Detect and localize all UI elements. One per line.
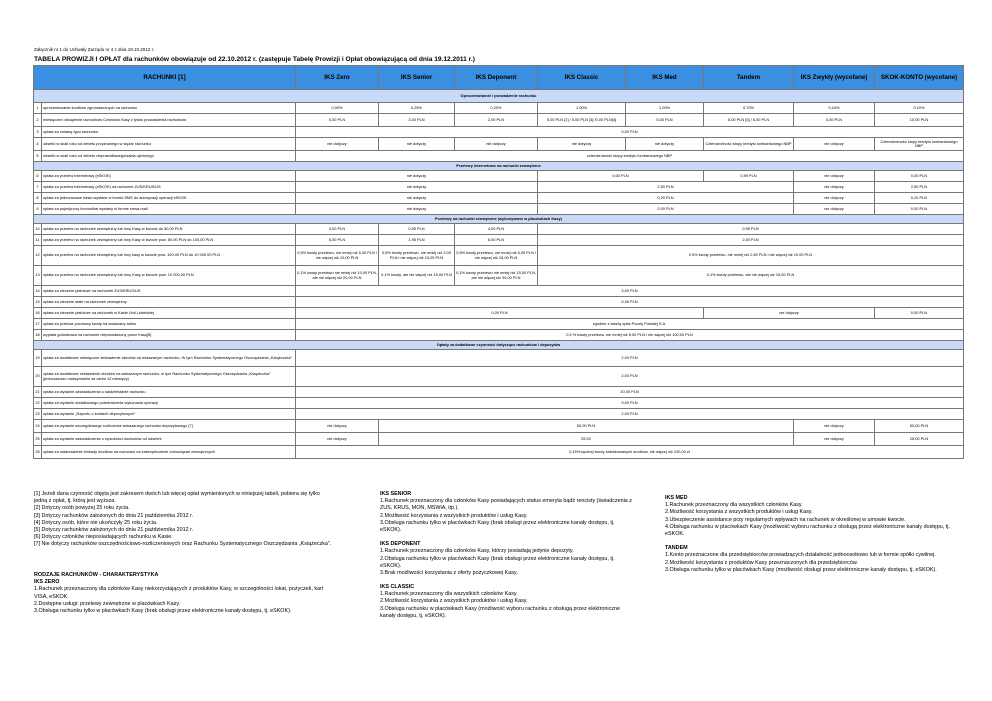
tandem-block (665, 545, 955, 574)
header-iks-deponent: IKS Deponent (455, 66, 538, 90)
row-number: 16 (34, 308, 42, 319)
cell: 0,1% kwoty przelewu nie mniej niż 10,00 PLN, ale nie więcej niż 20,00 PLN (296, 266, 379, 286)
cell: 5,00 PLN (296, 235, 379, 246)
description-line: 1.Rachunek przeznaczony dla członków Kasy posiadających status emeryta bądź rencisty (świadczenia z ZUS, KRUS, MON, MSWiA, itp.). (380, 498, 632, 512)
row-number: 4 (34, 138, 42, 151)
description-line: 2.Dostępne usługi: przelewy zewnętrzne w placówkach Kasy. (34, 600, 181, 607)
description-line: 2.Możliwość korzystania z produktów Kasy przeznaczonych dla przedsiębiorców. (665, 559, 858, 566)
table-row (34, 114, 964, 127)
description-line: 1.Rachunek przeznaczony dla wszystkich członków Kasy. (380, 591, 518, 598)
header-iks-zero: IKS Zero (296, 66, 379, 90)
description-line: 2.Obsługa rachunku tylko w placówkach Kasy (brak obsługi przez elektroniczne kanały dostępu, tj. eSKOK). (380, 555, 615, 569)
row-number: 5 (34, 151, 42, 162)
description-line: 3.Obsługa rachunku tylko w placówkach Kasy (możliwość obsługi przez elektroniczne kanały dostępu, tj. eSKOK). (665, 566, 937, 573)
cell: 0,95 PLN (296, 297, 964, 308)
cell: 0,00 PLN (875, 308, 964, 319)
row-label: opłata za przelew internetowy (eSKOK) (42, 171, 296, 182)
description-line: 1.Rachunek przeznaczony dla członków Kasy niekorzystających z produktów Kasy, w szczególności lokat, pożyczek, kart VISA, eSKOK. (34, 586, 324, 600)
cell: 0,00 PLN (538, 204, 794, 215)
iks-classic-title: IKS CLASSIC (380, 584, 415, 591)
iks-deponent-title: IKS DEPONENT (380, 541, 421, 548)
cell: 4,00 PLN (455, 224, 538, 235)
cell: nie dotyczy (704, 308, 875, 319)
table-row (34, 246, 964, 266)
row-label: opłata za pojedynczy komunikat wysłany w formie smsa-mail (42, 204, 296, 215)
cell: 0,00 PLN (538, 171, 704, 182)
row-label: opłata za zlecenie płatnicze na rachunek w Kasie Unii Lubelskiej (42, 308, 296, 319)
cell: 2,00 PLN (538, 235, 964, 246)
cell: nie dotyczy (794, 433, 875, 446)
cell: nie dotyczy (626, 138, 704, 151)
row-number: 2 (34, 114, 42, 127)
tandem-title: TANDEM (665, 545, 688, 552)
cell: 0,5% kwoty przelewu, nie mniej niż 3,00 PLN i nie więcej niż 10,00 PLN (379, 246, 455, 266)
section-header: Przelewy internetowe na rachunki zewnętrzne (34, 162, 964, 171)
row-label: opłata za przelew internetowy (eSKOK) na rachunek ZUS/KRUS/US (42, 182, 296, 193)
cell: 3,00 PLN (296, 224, 379, 235)
cell: 0,95 PLN (538, 224, 964, 235)
cell: 0,10% (794, 103, 875, 114)
row-label: opłata za wydanie „Raportu o kontach depozytowych” (42, 409, 296, 420)
footnotes (34, 491, 334, 549)
cell: zgodnie z tabelą opłat Poczty Polskiej S.A. (296, 319, 964, 330)
row-label: opłata za zlecenie płatnicze na rachunek ZUS/KRUS/US (42, 286, 296, 297)
cell: 0,00 PLN (875, 171, 964, 182)
cell: 3,00 PLN (379, 114, 455, 127)
row-number: 17 (34, 319, 42, 330)
table-row (34, 308, 964, 319)
table-row (34, 103, 964, 114)
row-label: opłata za przekaz pocztowy kwoty na wskazany adres (42, 319, 296, 330)
cell: 0,00 PLN (875, 204, 964, 215)
row-label: opłata za zlecenie stałe na rachunek zewnętrzny (42, 297, 296, 308)
row-label: opłata za przelew na rachunek zewnętrzny lub inny Kasy w kwocie pow. 50,00 PLN do 100,00 PLN (42, 235, 296, 246)
cell: nie dotyczy (296, 138, 379, 151)
cell: nie dotyczy (794, 193, 875, 204)
row-label: opłata za wydanie szczegółowego rozliczenia wskazanego rachunku depozytowego [7] (42, 420, 296, 433)
account-types-heading: RODZAJE RACHUNKÓW - CHARAKTERYSTYKA (34, 572, 159, 578)
cell: 0,1% kwoty przelewu nie mniej niż 15,00 PLN, ale nie więcej niż 30,00 PLN (455, 266, 538, 286)
description-line: 1.Rachunek przeznaczony dla członków Kasy, którzy posiadają jedynie depozyty. (380, 548, 574, 555)
table-row (34, 171, 964, 182)
footnote: [6] Dotyczy członków nieposiadających rachunku w Kasie. (34, 534, 173, 541)
header-iks-classic: IKS Classic (538, 66, 626, 90)
row-label: opłata za przelew na rachunek zewnętrzny lub inny Kasy w kwocie pow. 10 000,00 PLN (42, 266, 296, 286)
cell: 3,00 PLN (296, 286, 964, 297)
row-label: opłata za przelew na rachunek zewnętrzny lub inny Kasy w kwocie do 50,00 PLN (42, 224, 296, 235)
description-line: 3.Brak możliwości korzystania z oferty pożyczkowej Kasy. (380, 569, 518, 576)
cell: 0,00 PLN (296, 114, 379, 127)
cell: 0,10% (875, 103, 964, 114)
row-label: opłata za przelew na rachunek zewnętrzny lub inny kasy w kwocie pow. 100,00 PLN do 10 000,00 PLN (42, 246, 296, 266)
cell: nie dotyczy (455, 138, 538, 151)
footnote: [7] Nie dotyczy rachunków oszczędnościowo-rozliczeniowych oraz Rachunku Systematycznego Oszczędzania „Książeczka”. (34, 541, 332, 548)
cell: 6,00 PLN [5] / 6,00 PLN (704, 114, 794, 127)
account-types-column-2 (380, 491, 635, 627)
table-row (34, 127, 964, 138)
header-rachunki: RACHUNKI [1] (34, 66, 296, 90)
row-label: opłata za wydanie zaświadczenia o wysokości dochodów od odsetek (42, 433, 296, 446)
cell: nie dotyczy (794, 204, 875, 215)
description-line: 2.Możliwość korzystania z wszystkich produktów i usług Kasy. (665, 509, 813, 516)
cell: 0,95 PLN (379, 224, 455, 235)
table-row (34, 193, 964, 204)
header-iks-senior: IKS Senior (379, 66, 455, 90)
table-row (34, 330, 964, 341)
cell: 2,00 PLN (296, 367, 964, 387)
row-number: 1 (34, 103, 42, 114)
row-number: 6 (34, 171, 42, 182)
iks-zero-title: IKS ZERO (34, 579, 60, 586)
table-row (34, 409, 964, 420)
header-iks-zwykly: IKS Zwykły (wycofane) (794, 66, 875, 90)
iks-med-title: IKS MED (665, 495, 688, 501)
row-label: opłata za jednorazowe hasło wysłane w formie SMS do autoryzacji operacji eSKOK (42, 193, 296, 204)
row-label: opłata za dodatkowe miesięczne zestawienie obrotów na wskazanym rachunku, W tym Rachunku Systematycznego Oszczędzania „Książeczka” (42, 350, 296, 367)
cell: nie dotyczy (296, 193, 538, 204)
cell: 5,00 PLN (626, 114, 704, 127)
cell: nie dotyczy (296, 171, 538, 182)
description-line: 3.Obsługa rachunku tylko w placówkach Kasy (brak obsługi przez elektroniczne kanały dostępu, tj. eSKOK). (34, 607, 292, 614)
cell: 0,20% (455, 103, 538, 114)
row-number: 20 (34, 367, 42, 387)
cell: 25,00 (379, 433, 794, 446)
table-row (34, 224, 964, 235)
row-number: 3 (34, 127, 42, 138)
table-row (34, 138, 964, 151)
cell: 10,00 PLN (875, 114, 964, 127)
description-line: 4.Obsługa rachunku w placówkach Kasy (możliwość wyboru rachunku z obsługą przez elektroniczne kanały dostępu, tj. eSKOK. (665, 523, 950, 537)
table-row (34, 350, 964, 367)
cell: 0,00% (296, 103, 379, 114)
row-number: 19 (34, 350, 42, 367)
table-row (34, 387, 964, 398)
cell: 9,00 PLN (296, 398, 964, 409)
cell: 0,5% kwoty przelewu, nie mniej niż 6,00 PLN i nie więcej niż 15,00 PLN (455, 246, 538, 266)
cell: Czterokrotność stopy kredytu lombardowego NBP (704, 138, 794, 151)
table-row (34, 319, 964, 330)
cell: nie dotyczy (794, 420, 875, 433)
cell: nie dotyczy (794, 171, 875, 182)
table-row (34, 182, 964, 193)
iks-med-block (665, 495, 955, 538)
table-row (34, 398, 964, 409)
row-number: 7 (34, 182, 42, 193)
row-number: 15 (34, 297, 42, 308)
cell: 0,00 PLN (794, 114, 875, 127)
table-row (34, 204, 964, 215)
footnote: [2] Dotyczy osób powyżej 25 roku życia. (34, 505, 130, 512)
table-row (34, 420, 964, 433)
header-skok-konto: SKOK-KONTO (wycofane) (875, 66, 964, 90)
footnote: [4] Dotyczy osób, które nie ukończyły 25 roku życia. (34, 519, 158, 526)
header-iks-med: IKS Med (626, 66, 704, 90)
cell: 0,00 PLN (296, 127, 964, 138)
footnote: [3] Dotyczy rachunków założonych do dnia 21 października 2012 r. (34, 512, 194, 519)
row-number: 8 (34, 193, 42, 204)
table-row (34, 286, 964, 297)
table-row (34, 235, 964, 246)
cell: 1,00% (538, 103, 626, 114)
row-label: opłata za wydanie dodatkowego potwierdzenia wykonania operacji (42, 398, 296, 409)
row-label: oprocentowanie środków zgromadzonych na rachunku (42, 103, 296, 114)
cell: 2,00 PLN (296, 409, 964, 420)
row-number: 12 (34, 246, 42, 266)
table-row (34, 297, 964, 308)
row-number: 23 (34, 409, 42, 420)
cell: 5,00 PLN [2] / 5,00 PLN [3] /0,00 PLN[4] (538, 114, 626, 127)
cell: 0,00 PLN (296, 308, 704, 319)
row-number: 10 (34, 224, 42, 235)
cell: 10,00 PLN (296, 387, 964, 398)
cell: 50,00 PLN (875, 420, 964, 433)
row-label: opłata za wydanie zaświadczenia o saldzie/stanie rachunku (42, 387, 296, 398)
cell: 0,25% (379, 103, 455, 114)
cell: 2,50 PLN (875, 182, 964, 193)
iks-senior-block (380, 491, 635, 534)
row-number: 13 (34, 266, 42, 286)
iks-deponent-block (380, 541, 635, 577)
row-label: opłata za zmianę typu rachunku (42, 127, 296, 138)
fees-table (33, 65, 964, 459)
table-row (34, 433, 964, 446)
iks-senior-title: IKS SENIOR (380, 491, 412, 497)
row-number: 26 (34, 446, 42, 459)
annex-note: Załącznik nr 1 do Uchwały Zarządu nr 4 z dnia 19.10.2012 r. (34, 47, 155, 52)
cell: 0,15% łącznej kwoty zablokowanych środków, nie więcej niż 100,00 zł (296, 446, 964, 459)
account-types (34, 572, 334, 615)
row-label: miesięczne obciążenie rachunków Członków Kasy z tytułu prowadzenia rachunków (42, 114, 296, 127)
row-label: opłata za ustanowienie blokady środków na rachunku na zabezpieczenie zobowiązań zewnętrznych (42, 446, 296, 459)
row-number: 21 (34, 387, 42, 398)
cell: Czterokrotność stopy kredytu lombardowego NBP (875, 138, 964, 151)
row-label: odsetki w skali roku od debetu nieprawidłowego/salda ujemnego (42, 151, 296, 162)
cell: 1,95 PLN (379, 235, 455, 246)
cell: nie dotyczy (538, 138, 626, 151)
row-number: 22 (34, 398, 42, 409)
row-number: 18 (34, 330, 42, 341)
description-line: 3.Ubezpieczenie assistance przy regularnych wpływach na rachunek w określonej w umowie kwocie. (665, 516, 906, 523)
section-header: Oprocentowanie i prowadzenie rachunku (34, 90, 964, 103)
description-line: 2.Możliwość korzystania z wszystkich produktów i usług Kasy. (380, 512, 528, 519)
cell: 0,1% kwoty przelewu, ale nie więcej niż 15,00 PLN (538, 266, 964, 286)
header-tandem: Tandem (704, 66, 794, 90)
row-number: 25 (34, 433, 42, 446)
section-header: Opłaty za dodatkowe czynności dotyczące rachunków i depozytów (34, 341, 964, 350)
cell: 2,00 PLN (296, 350, 964, 367)
cell: 50,00 PLN (379, 420, 794, 433)
footnote: [5] Dotyczy rachunków założonych do dnia 21 października 2012 r. (34, 526, 194, 533)
description-line: 2.Możliwość korzystania z wszystkich produktów i usług Kasy. (380, 598, 528, 605)
document-title: TABELA PROWIZJI I OPŁAT dla rachunków obowiązuje od 22.10.2012 r. (zastępuje Tabelę Prowizji i Opłat obowiązującą od dnia 19.12.2011 r.) (34, 56, 475, 63)
cell: 0,70% (704, 103, 794, 114)
iks-classic-block (380, 584, 635, 620)
row-number: 9 (34, 204, 42, 215)
cell: 0,99 PLN (704, 171, 794, 182)
cell: 0,20 PLN (875, 193, 964, 204)
cell: 1,00% (626, 103, 704, 114)
row-number: 24 (34, 420, 42, 433)
row-number: 11 (34, 235, 42, 246)
cell: 0,5% kwoty przelewu, nie mniej niż 2,50 PLN i nie więcej niż 10,00 PLN (538, 246, 964, 266)
description-line: 3.Obsługa rachunku tylko w placówkach Kasy (brak obsługi przez elektroniczne kanały dostępu, tj. eSKOK). (380, 519, 615, 533)
cell: 0,5% kwoty przelewu, nie mniej niż 5,00 PLN i nie więcej niż 10,00 PLN (296, 246, 379, 266)
cell: nie dotyczy (296, 204, 538, 215)
cell: 6,00 PLN (455, 235, 538, 246)
cell: nie dotyczy (794, 138, 875, 151)
cell: nie dotyczy (296, 420, 379, 433)
section-header: Przelewy na rachunki zewnętrzne (wykonywane w placówkach Kasy) (34, 215, 964, 224)
description-line: 3.Obsługa rachunku w placówkach Kasy (możliwość wyboru rachunku z obsługą przez elektroniczne kanały dostępu, tj. eSKOK). (380, 605, 620, 619)
cell: nie dotyczy (379, 138, 455, 151)
table-row (34, 266, 964, 286)
cell: 2,50 PLN (538, 182, 794, 193)
row-label: opłata za dodatkowe zestawienie obrotów na wskazanym rachunku, w tym Rachunku Systematycznego Oszczędzania „Książeczka” (jednorazowo maksymalnie za okres 12 miesięcy) (42, 367, 296, 387)
description-line: 1.Konto przeznaczone dla przedsiębiorców prowadzących działalność jednoosobowo lub w formie spółki cywilnej. (665, 552, 936, 559)
cell: nie dotyczy (296, 182, 538, 193)
row-label: wypłata gotówkowa na rachunek nieprowadzony przez Kasę[6] (42, 330, 296, 341)
cell: 0,20 PLN (538, 193, 794, 204)
row-label: odsetki w skali roku od debetu przyznanego w ciężar rachunku (42, 138, 296, 151)
account-types-column-3 (665, 495, 955, 581)
row-number: 14 (34, 286, 42, 297)
table-row (34, 151, 964, 162)
footnote: [1] Jeżeli dana czynność objęta jest zakresem dwóch lub więcej opłat wymienionych w niniejszej tabeli, pobiera się tylko jedną z opłat, tj. którą jest wyższa. (34, 491, 320, 505)
cell: 25,00 PLN (875, 433, 964, 446)
header-row (34, 66, 964, 90)
cell: czterokrotność stopy kredytu lombardowego NBP (296, 151, 964, 162)
cell: 0,5 % kwoty przelewu, nie mniej niż 6,00 PLN i nie więcej niż 100,00 PLN (296, 330, 964, 341)
table-row (34, 446, 964, 459)
table-row (34, 367, 964, 387)
cell: 2,00 PLN (455, 114, 538, 127)
cell: nie dotyczy (794, 182, 875, 193)
cell: 0,1% kwoty, ale nie więcej niż 15,00 PLN (379, 266, 455, 286)
cell: nie dotyczy (296, 433, 379, 446)
description-line: 1.Rachunek przeznaczony dla wszystkich członków Kasy. (665, 502, 803, 509)
